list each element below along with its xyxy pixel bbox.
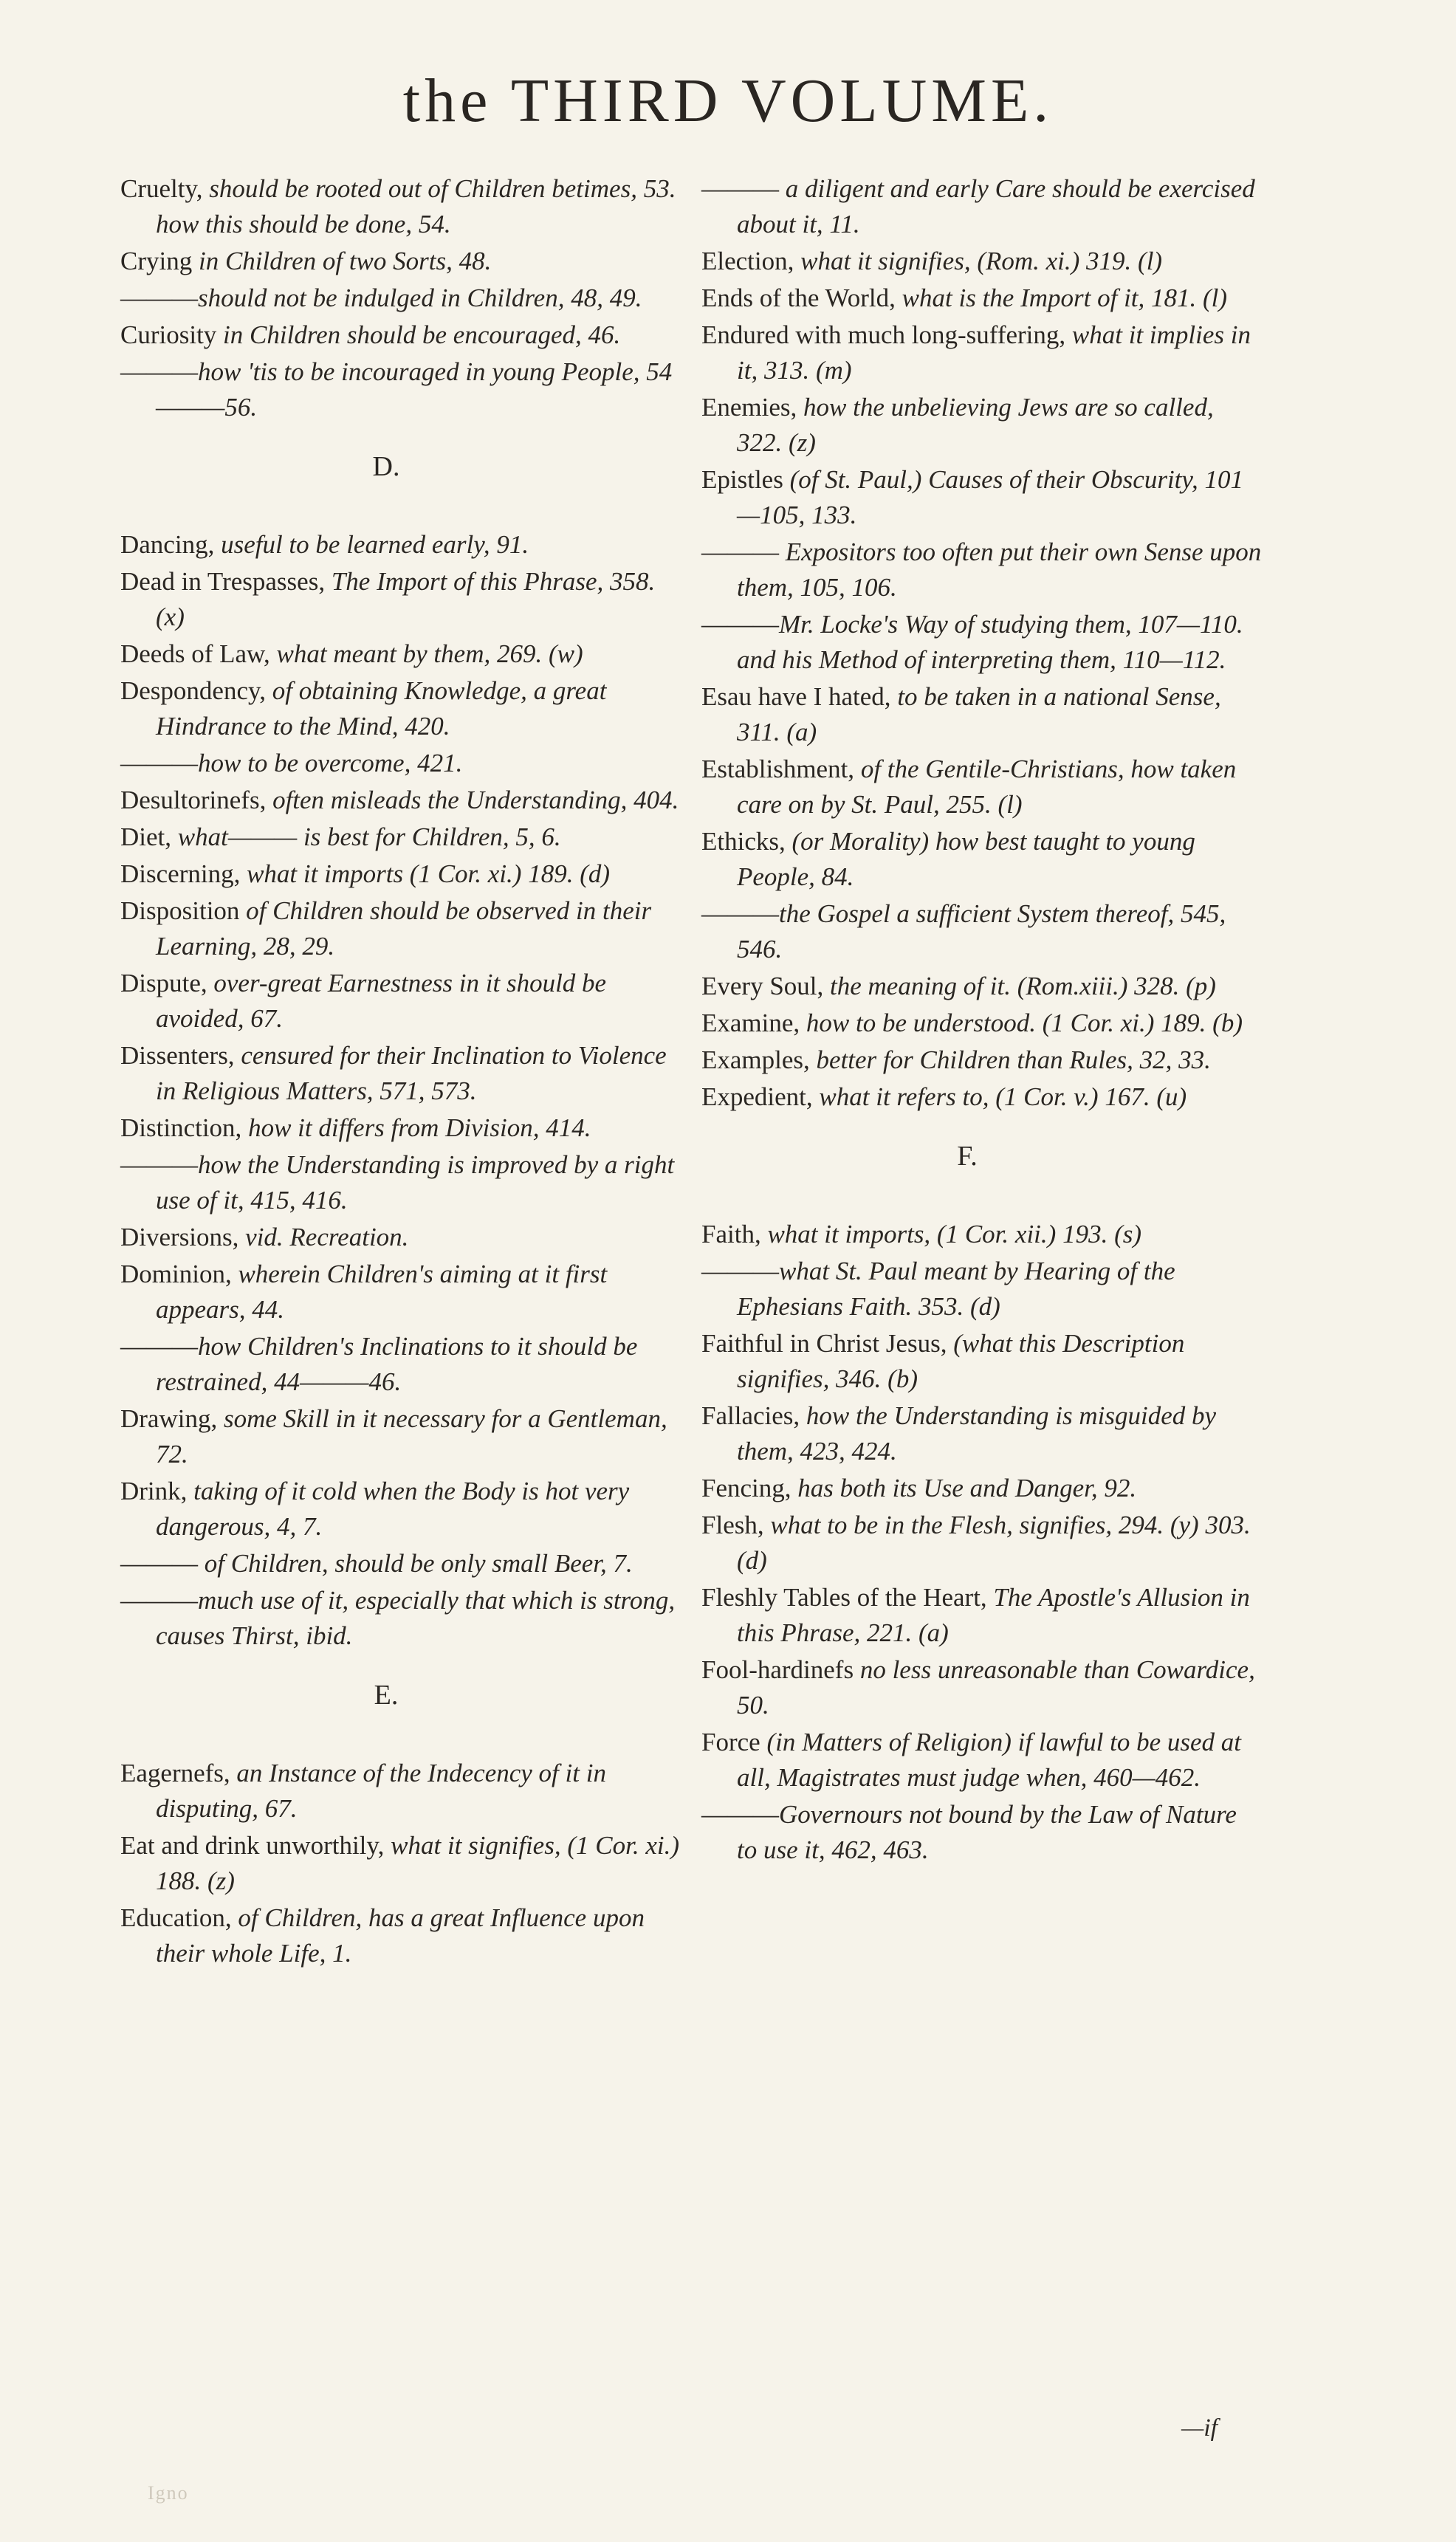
index-entry	[701, 607, 1263, 678]
index-entry	[701, 752, 1263, 822]
index-entry	[701, 1725, 1263, 1796]
index-entry	[701, 171, 1263, 242]
entry-description: what to be in the Flesh, signifies, 294. (y) 303. (d)	[737, 1511, 1251, 1575]
entry-description: how to be understood. (1 Cor. xi.) 189. (b)	[806, 1009, 1243, 1037]
index-entry	[701, 1042, 1263, 1078]
entry-description: an Instance of the Indecency of it in disputing, 67.	[156, 1759, 606, 1823]
entry-description: how the Understanding is improved by a right use of it, 415, 416.	[156, 1150, 675, 1215]
entry-headword: Ends of the World,	[701, 284, 902, 312]
index-entry	[701, 390, 1263, 461]
entry-headword: Examples,	[701, 1045, 817, 1074]
index-entry	[120, 893, 681, 964]
index-entry	[120, 1474, 681, 1545]
entry-headword: Faith,	[701, 1220, 768, 1248]
index-entry	[701, 1006, 1263, 1041]
index-entry	[120, 1257, 681, 1327]
entry-headword: Dissenters,	[120, 1041, 241, 1070]
index-entry	[701, 1471, 1263, 1506]
entry-description: should not be indulged in Children, 48, 49.	[198, 284, 642, 312]
entry-description: in Children should be encouraged, 46.	[223, 320, 621, 349]
entry-headword: Fencing,	[701, 1474, 798, 1502]
index-entry	[120, 1110, 681, 1146]
entry-description: how the unbelieving Jews are so called, 322. (z)	[737, 393, 1214, 457]
entry-headword: Distinction,	[120, 1113, 249, 1142]
entry-description: censured for their Inclination to Violence in Religious Matters, 571, 573.	[156, 1041, 667, 1105]
entry-description: how it differs from Division, 414.	[248, 1113, 591, 1142]
index-entry	[120, 746, 681, 781]
entry-description: of obtaining Knowledge, a great Hindrance to the Mind, 420.	[156, 676, 607, 741]
index-entry	[701, 1398, 1263, 1469]
entry-description: (in Matters of Religion) if lawful to be used at all, Magistrates must judge when, 460—462.	[737, 1728, 1242, 1792]
entry-headword: Crying	[120, 247, 199, 275]
index-entry	[701, 679, 1263, 750]
entry-headword: Education,	[120, 1903, 238, 1932]
index-entry	[701, 1217, 1263, 1252]
index-entry	[120, 1220, 681, 1255]
entry-description: Governours not bound by the Law of Nature to use it, 462, 463.	[737, 1800, 1237, 1864]
entry-headword: Fool-hardinefs	[701, 1655, 860, 1684]
index-entry	[120, 1038, 681, 1109]
entry-description: (what this Description signifies, 346. (b)	[737, 1329, 1185, 1393]
entry-description: wherein Children's aiming at it first appears, 44.	[156, 1260, 608, 1324]
entry-headword: ———	[120, 1549, 205, 1578]
entry-description: (of St. Paul,) Causes of their Obscurity, 101—105, 133.	[737, 465, 1243, 529]
entry-headword: Dead in Trespasses,	[120, 567, 332, 596]
entry-description: The Apostle's Allusion in this Phrase, 221. (a)	[737, 1583, 1250, 1647]
entry-headword: ———	[120, 1586, 198, 1615]
section-letter: F.	[957, 1141, 978, 1172]
index-entry	[120, 1828, 681, 1899]
entry-description: how to be overcome, 421.	[198, 749, 463, 777]
index-entry	[701, 1254, 1263, 1325]
entry-description: some Skill in it necessary for a Gentleman, 72.	[156, 1404, 667, 1468]
entry-headword: Dominion,	[120, 1260, 238, 1288]
entry-headword: Eagernefs,	[120, 1759, 237, 1787]
entry-description: how 'tis to be incouraged in young People, 54———56.	[156, 357, 673, 422]
entry-headword: Desultorinefs,	[120, 786, 273, 814]
entry-description: the Gospel a sufficient System thereof, 545, 546.	[737, 899, 1226, 963]
entry-headword: ———	[120, 749, 198, 777]
entry-description: what——— is best for Children, 5, 6.	[177, 822, 561, 851]
entry-description: Expositors too often put their own Sense upon them, 105, 106.	[737, 537, 1262, 602]
entry-description: no less unreasonable than Cowardice, 50.	[737, 1655, 1255, 1720]
index-entry	[701, 462, 1263, 533]
entry-description: of the Gentile-Christians, how taken care on by St. Paul, 255. (l)	[737, 755, 1237, 819]
entry-headword: Epistles	[701, 465, 790, 494]
catchword: —if	[1181, 2414, 1218, 2442]
bleed-through-mark: Igno	[148, 2482, 189, 2504]
entry-description: over-great Earnestness in it should be avoided, 67.	[156, 969, 607, 1033]
entry-headword: ———	[120, 284, 198, 312]
index-entry	[120, 1401, 681, 1472]
entry-description: what is the Import of it, 181. (l)	[902, 284, 1228, 312]
index-entry	[120, 527, 681, 563]
index-entry	[120, 966, 681, 1037]
entry-headword: Disposition	[120, 896, 247, 925]
section-letter: E.	[374, 1680, 399, 1711]
section-letter: D.	[372, 451, 400, 482]
entry-headword: Curiosity	[120, 320, 224, 349]
entry-description: useful to be learned early, 91.	[221, 530, 529, 559]
entry-headword: ———	[701, 610, 779, 639]
entry-headword: Force	[701, 1728, 767, 1756]
entry-description: to be taken in a national Sense, 311. (a)	[737, 682, 1221, 746]
entry-headword: ———	[120, 1150, 198, 1179]
entry-headword: Dancing,	[120, 530, 222, 559]
entry-headword: Flesh,	[701, 1511, 771, 1539]
entry-description: of Children, has a great Influence upon their whole Life, 1.	[156, 1903, 645, 1968]
entry-headword: Faithful in Christ Jesus,	[701, 1329, 954, 1358]
entry-headword: Election,	[701, 247, 801, 275]
index-entry	[701, 535, 1263, 605]
index-entry	[701, 1652, 1263, 1723]
entry-description: Mr. Locke's Way of studying them, 107—110. and his Method of interpreting them, 110—112.	[737, 610, 1243, 674]
entry-headword: Enemies,	[701, 393, 804, 422]
index-entry	[701, 1797, 1263, 1868]
entry-headword: Fallacies,	[701, 1401, 806, 1430]
entry-headword: Eat and drink unworthily,	[120, 1831, 391, 1860]
entry-headword: Fleshly Tables of the Heart,	[701, 1583, 994, 1612]
index-entry	[120, 564, 681, 635]
index-entry	[120, 636, 681, 672]
entry-description: what it signifies, (1 Cor. xi.) 188. (z)	[156, 1831, 679, 1895]
index-entry	[701, 244, 1263, 279]
index-entry	[120, 1329, 681, 1400]
entry-description: in Children of two Sorts, 48.	[198, 247, 492, 275]
entry-description: has both its Use and Danger, 92.	[797, 1474, 1137, 1502]
entry-headword: ———	[701, 537, 786, 566]
entry-headword: Cruelty,	[120, 174, 210, 203]
left-index-column	[120, 171, 681, 1973]
running-header: the THIRD VOLUME.	[402, 66, 1054, 135]
index-entry	[120, 244, 681, 279]
entry-headword: Ethicks,	[701, 827, 792, 856]
entry-description: the meaning of it. (Rom.xiii.) 328. (p)	[830, 972, 1216, 1000]
entry-headword: ———	[701, 899, 779, 928]
entry-description: what meant by them, 269. (w)	[276, 639, 583, 668]
entry-headword: ———	[701, 1257, 779, 1285]
entry-headword: Deeds of Law,	[120, 639, 277, 668]
index-entry	[120, 281, 681, 316]
entry-headword: Dispute,	[120, 969, 214, 997]
entry-description: how the Understanding is misguided by them, 423, 424.	[737, 1401, 1217, 1466]
index-entry	[120, 856, 681, 892]
entry-headword: ———	[701, 1800, 779, 1829]
entry-description: what it imports (1 Cor. xi.) 189. (d)	[247, 859, 611, 888]
entry-description: a diligent and early Care should be exercised about it, 11.	[737, 174, 1255, 238]
entry-headword: Drink,	[120, 1477, 194, 1505]
entry-headword: Diet,	[120, 822, 178, 851]
entry-description: (or Morality) how best taught to young People, 84.	[737, 827, 1195, 891]
entry-description: vid. Recreation.	[245, 1223, 409, 1251]
index-entry	[120, 1756, 681, 1827]
entry-headword: Every Soul,	[701, 972, 831, 1000]
entry-description: often misleads the Understanding, 404.	[272, 786, 679, 814]
entry-description: of Children should be observed in their Learning, 28, 29.	[156, 896, 652, 961]
entry-description: what it imports, (1 Cor. xii.) 193. (s)	[767, 1220, 1141, 1248]
entry-headword: Examine,	[701, 1009, 806, 1037]
index-entry	[120, 1583, 681, 1654]
index-entry	[701, 1326, 1263, 1397]
entry-description: better for Children than Rules, 32, 33.	[816, 1045, 1211, 1074]
index-entry	[701, 1580, 1263, 1651]
entry-headword: Esau have I hated,	[701, 682, 898, 711]
index-entry	[120, 354, 681, 425]
entry-description: what it implies in it, 313. (m)	[737, 320, 1251, 385]
index-entry	[120, 1900, 681, 1971]
entry-description: what it signifies, (Rom. xi.) 319. (l)	[800, 247, 1163, 275]
index-entry	[120, 1147, 681, 1218]
entry-headword: ———	[120, 1332, 198, 1361]
entry-headword: Despondency,	[120, 676, 272, 705]
index-entry	[701, 1079, 1263, 1115]
entry-description: how Children's Inclinations to it should be restrained, 44———46.	[156, 1332, 638, 1396]
entry-headword: Discerning,	[120, 859, 247, 888]
index-entry	[120, 783, 681, 818]
entry-description: what it refers to, (1 Cor. v.) 167. (u)	[819, 1082, 1187, 1111]
index-entry	[701, 1508, 1263, 1579]
index-entry	[701, 281, 1263, 316]
entry-headword: Establishment,	[701, 755, 861, 783]
entry-description: what St. Paul meant by Hearing of the Ephesians Faith. 353. (d)	[737, 1257, 1175, 1321]
index-entry	[120, 171, 681, 242]
entry-headword: Expedient,	[701, 1082, 820, 1111]
index-entry	[120, 673, 681, 744]
entry-description: taking of it cold when the Body is hot very dangerous, 4, 7.	[156, 1477, 630, 1541]
index-entry	[701, 896, 1263, 967]
entry-headword: Diversions,	[120, 1223, 246, 1251]
entry-headword: Endured with much long-suffering,	[701, 320, 1072, 349]
index-entry	[120, 317, 681, 353]
entry-headword: ———	[701, 174, 786, 203]
index-entry	[701, 969, 1263, 1004]
index-entry	[701, 824, 1263, 895]
entry-headword: Drawing,	[120, 1404, 224, 1433]
entry-description: should be rooted out of Children betimes, 53. how this should be done, 54.	[156, 174, 676, 238]
right-index-column	[701, 171, 1263, 1869]
entry-description: The Import of this Phrase, 358. (x)	[156, 567, 656, 631]
entry-description: much use of it, especially that which is strong, causes Thirst, ibid.	[156, 1586, 676, 1650]
entry-headword: ———	[120, 357, 198, 386]
index-entry	[120, 820, 681, 855]
entry-description: of Children, should be only small Beer, 7.	[204, 1549, 633, 1578]
index-entry	[120, 1546, 681, 1581]
index-entry	[701, 317, 1263, 388]
